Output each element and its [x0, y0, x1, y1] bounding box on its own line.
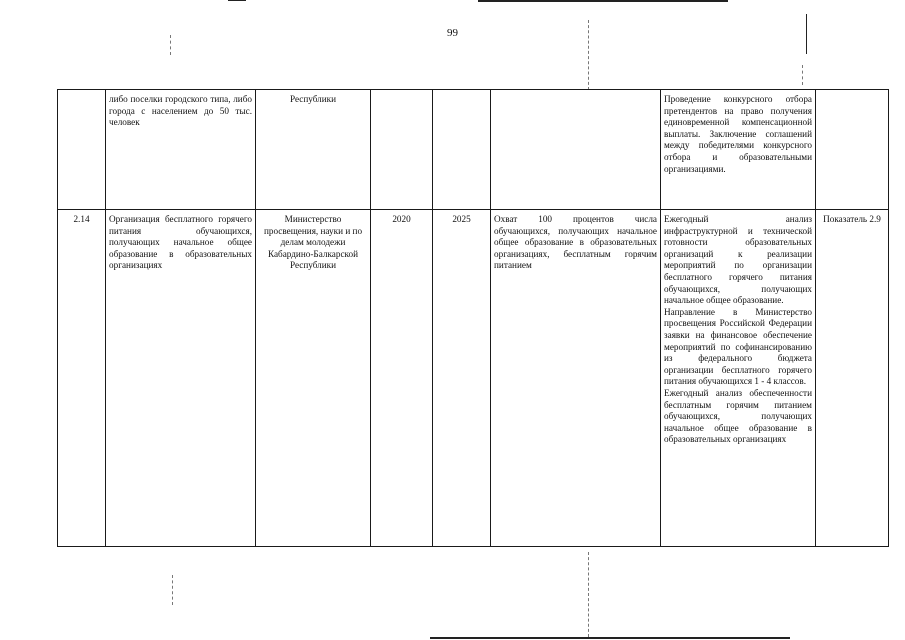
cell-link	[816, 90, 889, 210]
cell-responsible: Республики	[256, 90, 371, 210]
table-row	[58, 90, 889, 210]
cell-number	[58, 90, 106, 210]
mechanism-paragraph: Направление в Министерство просвещения Российской Федерации заявки на финансовое обеспечение мероприятий по софинансированию из федерального бюджета организации бесплатного горячего питания обучающихся 1 - 4 классов.	[664, 306, 812, 387]
page-number: 99	[447, 27, 458, 39]
mechanism-paragraph: Ежегодный анализ обеспеченности бесплатным горячим питанием обучающихся, получающих начальное общее образование в образовательных организациях	[664, 387, 812, 445]
scan-edge-top	[228, 0, 246, 1]
scan-edge-bottom	[430, 637, 790, 639]
mechanism-paragraph: Ежегодный анализ инфраструктурной и технической готовности образовательных организаций к реализации мероприятий по организации бесплатного горячего питания обучающихся, получающих начальное общее образование.	[664, 214, 812, 306]
cell-result: Охват 100 процентов числа обучающихся, получающих начальное общее образование в образовательных организациях, бесплатным горячим питанием	[491, 210, 661, 547]
cell-link: Показатель 2.9	[816, 210, 889, 547]
scan-fold-line	[802, 65, 803, 85]
cell-end-year	[433, 90, 491, 210]
scan-fold-line	[172, 575, 173, 605]
measures-table	[57, 89, 889, 547]
scan-fold-line	[588, 20, 589, 90]
cell-mechanism: Проведение конкурсного отбора претендентов на право получения единовременной компенсационной выплаты. Заключение соглашений между победителями конкурсного отбора и образовательными организациями.	[661, 90, 816, 210]
cell-measure: либо поселки городского типа, либо города с населением до 50 тыс. человек	[106, 90, 256, 210]
scan-edge-right	[806, 14, 807, 54]
table-row	[58, 210, 889, 547]
cell-mechanism	[661, 210, 816, 547]
cell-end-year: 2025	[433, 210, 491, 547]
cell-start-year: 2020	[371, 210, 433, 547]
cell-number: 2.14	[58, 210, 106, 547]
cell-measure: Организация бесплатного горячего питания обучающихся, получающих начальное общее образование в образовательных организациях	[106, 210, 256, 547]
cell-start-year	[371, 90, 433, 210]
scan-fold-line	[170, 35, 171, 55]
scan-fold-line	[588, 552, 589, 637]
cell-responsible: Министерство просвещения, науки и по делам молодежи Кабардино-Балкарской Республики	[256, 210, 371, 547]
scan-edge-top	[478, 0, 728, 2]
cell-result	[491, 90, 661, 210]
